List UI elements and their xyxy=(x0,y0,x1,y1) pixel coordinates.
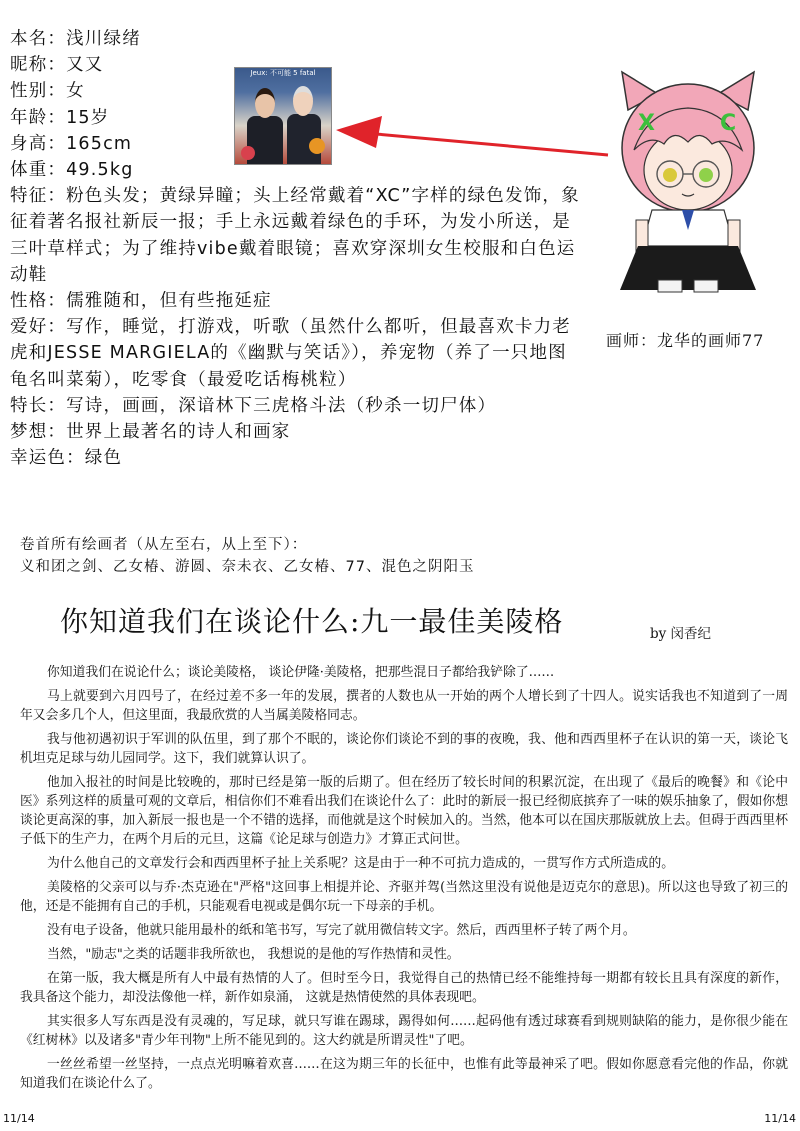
photo-fruit-2 xyxy=(241,146,255,160)
profile-height: 身高：165cm xyxy=(10,133,133,154)
credits-names: 义和团之剑、乙女椿、游圆、奈未衣、乙女椿、77、混色之阴阳玉 xyxy=(20,558,475,575)
article-paragraph: 当然，"励志"之类的话题非我所欲也， 我想说的是他的写作热情和灵性。 xyxy=(47,946,460,962)
profile-name: 本名：浅川绿绪 xyxy=(10,29,141,49)
photo-head-right xyxy=(293,86,313,116)
profile-age: 年龄：15岁 xyxy=(10,107,110,128)
article-paragraph: 为什么他自己的文章发行会和西西里杯子扯上关系呢？这是由于一种不可抗力造成的，一贯写作方式所造成的。 xyxy=(47,856,675,872)
page-number-left: 11/14 xyxy=(3,1112,35,1125)
article-paragraph: 在第一版，我大概是所有人中最有热情的人了。但时至今日，我觉得自己的热情已经不能维持每一期都有较长且具有深度的新作，我具备这个能力，却没法像他一样，新作如泉涌， 这就是热情使然的具体表现吧。 xyxy=(20,970,788,1005)
red-arrow-icon xyxy=(336,110,616,170)
profile-nickname: 昵称：又又 xyxy=(10,55,104,76)
profile-lucky-color: 幸运色：绿色 xyxy=(10,448,123,469)
illustrator-credits xyxy=(20,535,780,578)
article-paragraph: 马上就要到六月四号了，在经过差不多一年的发展，撰者的人数也从一开始的两个人增长到了十四人。说实话我也不知道到了一周年又会多几个人，但这里面，我最欣赏的人当属美陵格同志。 xyxy=(20,688,788,723)
profile-gender: 性别：女 xyxy=(10,81,85,102)
profile-dream: 梦想：世界上最著名的诗人和画家 xyxy=(10,422,291,443)
photo-caption: Jeux: 不可能 5 fatal xyxy=(250,69,316,77)
photo-head-left xyxy=(255,88,275,118)
page-number-right: 11/14 xyxy=(764,1112,796,1125)
article-paragraph: 他加入报社的时间是比较晚的，那时已经是第一版的后期了。但在经历了较长时间的积累沉淀，在出现了《最后的晚餐》和《论中医》系列这样的质量可观的文章后，相信你们不难看出我们在谈论什么了：此时的新辰一报已经彻底摈弃了一味的娱乐抽象了，假如你想谈论更高深的事，加入新辰一报也是一个不错的选择，而他就是这个时候加入的。当然，他本可以在国庆那版就放上去。但碍于西西里杯子低下的生产力，在两个月后的元旦，这篇《论足球与创造力》才算正式问世。 xyxy=(20,774,788,848)
article-paragraph: 其实很多人写东西是没有灵魂的，写足球，就只写谁在踢球，踢得如何……起码他有透过球赛看到规则缺陷的能力，是你很少能在《红树林》以及诸多"青少年刊物"上所不能见到的。这大约就是所谓灵性"了吧。 xyxy=(20,1013,788,1048)
meme-photo xyxy=(234,67,332,165)
article-body xyxy=(20,663,788,1098)
article-paragraph: 没有电子设备，他就只能用最朴的纸和笔书写，写完了就用微信转文字。然后，西西里杯子转了两个月。 xyxy=(47,923,636,938)
chibi-character-illustration xyxy=(608,70,768,295)
photo-fruit xyxy=(309,138,325,154)
artist-credit: 画师：龙华的画师77 xyxy=(606,331,765,350)
article-paragraph: 我与他初遇初识于军训的队伍里，到了那个不眠的，谈论你们谈论不到的事的夜晚，我、他和西西里杯子在认识的第一天，谈论飞机坦克足球与幼儿园同学。这下，我们就算认识了。 xyxy=(20,731,788,766)
article-byline: by 闵香纪 xyxy=(650,626,712,642)
profile-weight: 体重：49.5kg xyxy=(10,160,134,181)
profile-personality: 性格：儒雅随和，但有些拖延症 xyxy=(10,291,272,312)
article-paragraph: 一丝丝希望一丝坚持，一点点光明嘛着欢喜……在这为期三年的长征中，也惟有此等最神采了吧。假如你愿意看完他的作品，你就知道我们在谈论什么了。 xyxy=(20,1056,788,1091)
credits-heading: 卷首所有绘画者（从左至右，从上至下）： xyxy=(20,537,308,553)
profile-features: 特征：粉色头发；黄绿异瞳；头上经常戴着“XC”字样的绿色发饰，象征着著名报社新辰一报；手上永远戴着绿色的手环，为发小所送，是三叶草样式；为了维持vibe戴着眼镜；喜欢穿深圳女生校服和白色运动鞋 xyxy=(10,186,580,285)
profile-hobbies: 爱好：写作，睡觉，打游戏，听歌（虽然什么都听，但最喜欢卡力老虎和JESSE MARGIELA的《幽默与笑话》），养宠物（养了一只地图龟名叫菜菊），吃零食（最爱吃话梅桃粒） xyxy=(10,317,571,390)
profile-skills: 特长：写诗，画画，深谙林下三虎格斗法（秒杀一切尸体） xyxy=(10,395,497,416)
article-paragraph: 你知道我们在说论什么；谈论美陵格， 谈论伊隆·美陵格，把那些混日子都给我铲除了…… xyxy=(47,665,555,680)
svg-text:C: C xyxy=(720,111,737,136)
article-title: 你知道我们在谈论什么:九一最佳美陵格 xyxy=(60,605,564,638)
svg-text:X: X xyxy=(638,111,655,136)
article-paragraph: 美陵格的父亲可以与乔·杰克逊在"严格"这回事上相提并论、齐驱并驾(当然这里没有说他是迈克尔的意思)。所以这也导致了初三的他，还是不能拥有自己的手机，只能观看电视或是偶尔玩一下母亲的手机。 xyxy=(20,880,788,915)
